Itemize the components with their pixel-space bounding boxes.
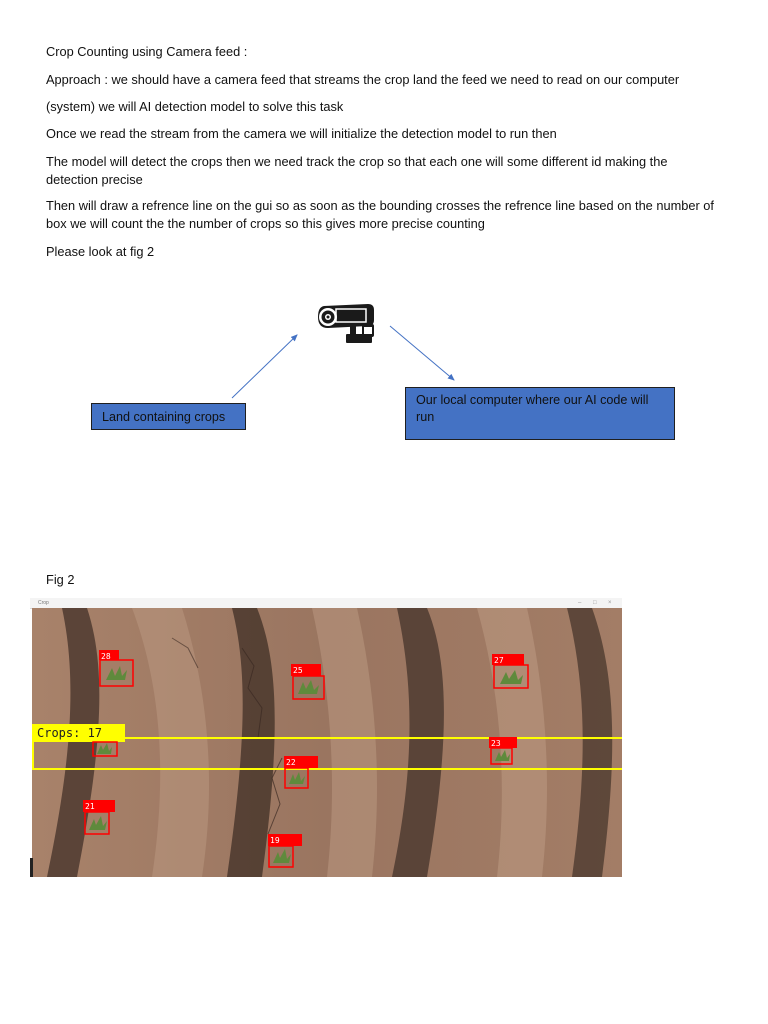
crop-field-view — [32, 608, 622, 877]
detection-id: 25 — [293, 666, 303, 675]
paragraph-see-fig: Please look at fig 2 — [46, 244, 155, 259]
detection-id: 21 — [85, 802, 95, 811]
figure-label: Fig 2 — [46, 572, 75, 587]
cctv-camera-icon — [314, 300, 378, 346]
crop-counter-label: Crops: 17 — [37, 726, 103, 740]
figure-screenshot — [30, 598, 622, 877]
paragraph-stream: Once we read the stream from the camera we will initialize the detection model to run then — [46, 126, 557, 141]
paragraph-approach: Approach : we should have a camera feed that streams the crop land the feed we need to read on our computer — [46, 72, 680, 87]
window-title: Crop — [38, 600, 49, 606]
detection-id: 22 — [286, 758, 296, 767]
detection-id: 27 — [494, 656, 504, 665]
computer-label: Our local computer where our AI code will run — [416, 393, 649, 424]
detection-id: 19 — [270, 836, 280, 845]
figure-left-edge — [30, 858, 33, 877]
detection-id: 23 — [491, 739, 501, 748]
close-icon[interactable]: × — [608, 600, 612, 606]
arrow-camera-to-computer — [390, 326, 454, 380]
paragraph-model: The model will detect the crops then we need track the crop so that each one will some different id making the detection precise — [46, 154, 668, 187]
paragraph-system: (system) we will AI detection model to solve this task — [46, 99, 344, 114]
detection-id: 28 — [101, 652, 111, 661]
arrow-land-to-camera — [232, 335, 297, 398]
land-box — [91, 403, 246, 430]
land-label: Land containing crops — [102, 410, 226, 424]
computer-box — [405, 387, 675, 440]
minimize-icon[interactable]: – — [578, 600, 582, 606]
paragraph-reference-line: Then will draw a refrence line on the gui so as soon as the bounding crosses the refrence line based on the number of box we will count the the number of crops so this gives more precise counting — [46, 198, 714, 231]
document-heading: Crop Counting using Camera feed : — [46, 44, 248, 59]
maximize-icon[interactable]: □ — [593, 600, 597, 606]
